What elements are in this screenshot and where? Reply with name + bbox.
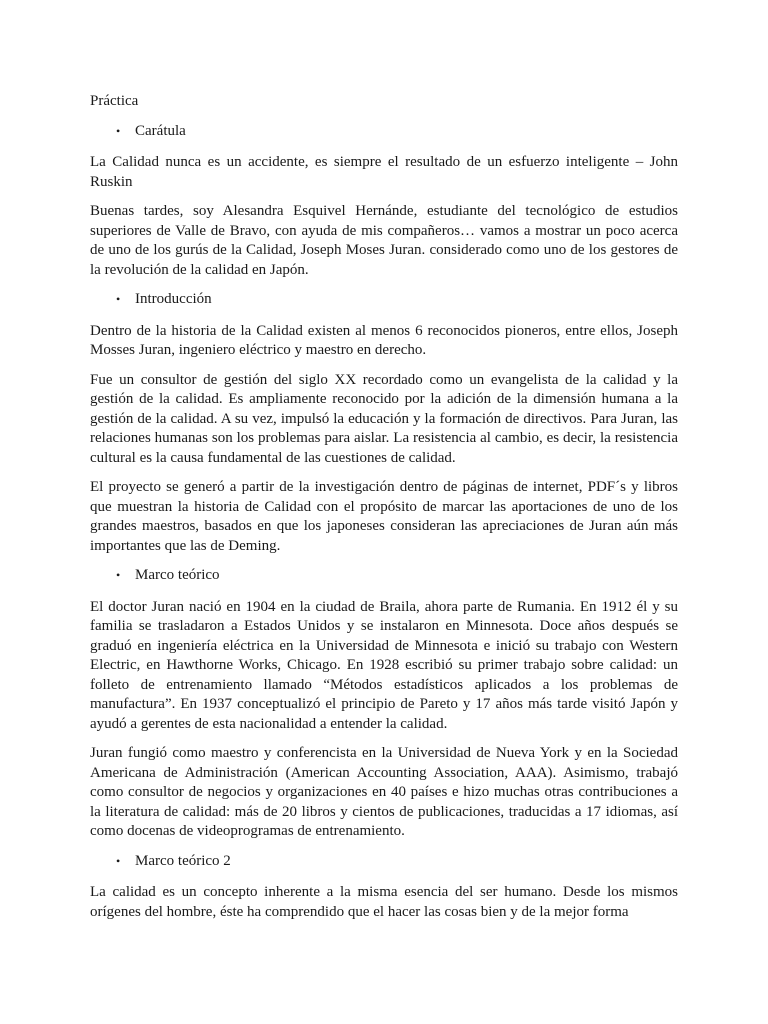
paragraph: La Calidad nunca es un accidente, es siempre el resultado de un esfuerzo inteligente – John Ruskin <box>90 154 678 190</box>
bullet-icon: • <box>116 123 121 138</box>
paragraph: El doctor Juran nació en 1904 en la ciudad de Braila, ahora parte de Rumania. En 1912 él y su familia se trasladaron a Estados Unidos y se instalaron en Minnesota. Doce años después se graduó en ingeniería eléctrica en la Universidad de Minnesota e inició su trabajo con Western Electric, en Hawthorne Works, Chicago. En 1928 escribió su primer trabajo sobre calidad: un folleto de entrenamiento llamado “Métodos estadísticos aplicados a los problemas de manufactura”. En 1937 conceptualizó el principio de Pareto y 17 años más tarde visitó Japón y ayudó a gerentes de esta nacionalidad a entender la calidad. <box>90 598 678 732</box>
document-title: Práctica <box>90 93 139 109</box>
bullet-icon: • <box>116 853 121 868</box>
section-heading-label: Introducción <box>135 291 212 307</box>
bullet-icon: • <box>116 568 121 582</box>
section-heading-label: Marco teórico 2 <box>135 852 231 869</box>
section-heading-label: Marco teórico <box>135 567 220 583</box>
section-heading-caratula <box>90 122 678 142</box>
paragraph: Dentro de la historia de la Calidad existen al menos 6 reconocidos pioneros, entre ellos, Joseph Mosses Juran, ingeniero eléctrico y maestro en derecho. <box>90 322 678 358</box>
section-heading-introduccion <box>90 290 678 310</box>
paragraph: Juran fungió como maestro y conferencista en la Universidad de Nueva York y en la Sociedad Americana de Administración (American Accounting Association, AAA). Asimismo, trabajó como consultor de negocios y organizaciones en 40 países e hizo muchas otras contribuciones a la literatura de calidad: más de 20 libros y cientos de publicaciones, traducidas a 17 idiomas, así como docenas de videoprogramas de entrenamiento. <box>90 745 678 839</box>
bullet-icon: • <box>116 292 121 306</box>
paragraph: Buenas tardes, soy Alesandra Esquivel Hernánde, estudiante del tecnológico de estudios superiores de Valle de Bravo, con ayuda de mis compañeros… vamos a mostrar un poco acerca de uno de los gurús de la Calidad, Joseph Moses Juran. considerado como uno de los gestores de la revolución de la calidad en Japón. <box>90 203 678 278</box>
paragraph: El proyecto se generó a partir de la investigación dentro de páginas de internet, PDF´s y libros que muestran la historia de Calidad con el propósito de marcar las aportaciones de uno de los grandes maestros, basados en que los japoneses consideran las apreciaciones de Juran aún más importantes que las de Deming. <box>90 479 678 554</box>
paragraph: La calidad es un concepto inherente a la misma esencia del ser humano. Desde los mismos orígenes del hombre, éste ha comprendido que el hacer las cosas bien y de la mejor forma <box>90 884 678 920</box>
paragraph: Fue un consultor de gestión del siglo XX recordado como un evangelista de la calidad y la gestión de la calidad. Es ampliamente reconocido por la adición de la dimensión humana a la gestión de la calidad. A su vez, impulsó la educación y la formación de directivos. Para Juran, las relaciones humanas son los problemas para aislar. La resistencia al cambio, es decir, la resistencia cultural es la causa fundamental de las cuestiones de calidad. <box>90 371 678 466</box>
section-heading-marco-teorico-2 <box>90 852 678 872</box>
document-page <box>90 92 678 932</box>
section-heading-label: Carátula <box>135 122 186 139</box>
section-heading-marco-teorico <box>90 566 678 586</box>
